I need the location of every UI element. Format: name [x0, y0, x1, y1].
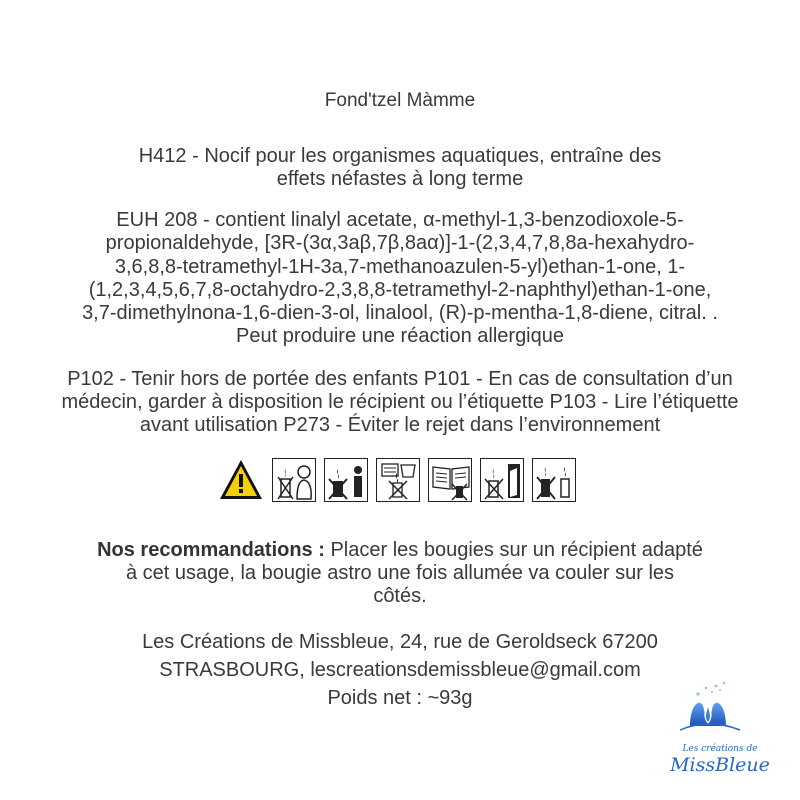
- warning-triangle-icon: [218, 457, 264, 503]
- no-unattended-candle-icon: [324, 458, 368, 502]
- euh-line: 3,6,8,8-tetramethyl-1H-3a,7-methanoazulen-5-yl)ethan-1-one, 1-: [114, 255, 686, 278]
- address-line: Les Créations de Missbleue, 24, rue de Geroldseck 67200: [142, 631, 658, 653]
- net-weight: Poids net : ~93g: [327, 687, 473, 709]
- safety-pictograms: [218, 457, 576, 503]
- precaution-line: médecin, garder à disposition le récipient ou l’étiquette P103 - Lire l’étiquette: [61, 391, 739, 413]
- recommendations-line: côtés.: [373, 585, 427, 607]
- recommendations-text: Placer les bougies sur un récipient adapté: [324, 539, 703, 561]
- euh-statement: [0, 209, 800, 349]
- no-flammable-icon: [376, 458, 420, 502]
- no-drafts-icon: [480, 458, 524, 502]
- recommendations: [0, 539, 800, 608]
- euh-line: (1,2,3,4,5,6,7,8-octahydro-2,3,8,8-tetramethyl-2-naphthyl)ethan-1-one,: [88, 278, 712, 301]
- product-title: [0, 89, 800, 113]
- hazard-statement: [0, 145, 800, 191]
- recommendations-line: [0, 539, 800, 562]
- hazard-line: effets néfastes à long terme: [276, 168, 524, 190]
- euh-line: propionaldehyde, [3R-(3α,3aβ,7β,8aα)]-1-(2,3,4,7,8,8a-hexahydro-: [105, 232, 695, 255]
- euh-line: 3,7-dimethylnona-1,6-dien-3-ol, linalool, (R)-p-mentha-1,8-diene, citral. .: [82, 302, 718, 325]
- euh-line: EUH 208 - contient linalyl acetate, α-methyl-1,3-benzodioxole-5-: [116, 209, 684, 231]
- logo-script-text: Les créations de: [682, 744, 758, 754]
- address-line: STRASBOURG, lescreationsdemissbleue@gmail.com: [159, 659, 641, 681]
- precautionary-statements: [0, 368, 800, 437]
- missbleue-logo: [668, 678, 778, 778]
- product-title-text: Fond'tzel Màmme: [324, 90, 476, 111]
- euh-line: Peut produire une réaction allergique: [236, 325, 564, 348]
- recommendations-label: Nos recommandations :: [97, 539, 325, 561]
- precaution-line: P102 - Tenir hors de portée des enfants P101 - En cas de consultation d’un: [67, 368, 733, 390]
- logo-brand-text: MissBleue: [670, 754, 770, 776]
- recommendations-line: à cet usage, la bougie astro une fois allumée va couler sur les: [125, 562, 675, 584]
- precaution-line: avant utilisation P273 - Éviter le rejet dans l’environnement: [139, 414, 661, 436]
- read-instructions-icon: [428, 458, 472, 502]
- hazard-line: H412 - Nocif pour les organismes aquatiques, entraîne des: [138, 145, 662, 167]
- keep-distance-candles-icon: [532, 458, 576, 502]
- no-children-icon: [272, 458, 316, 502]
